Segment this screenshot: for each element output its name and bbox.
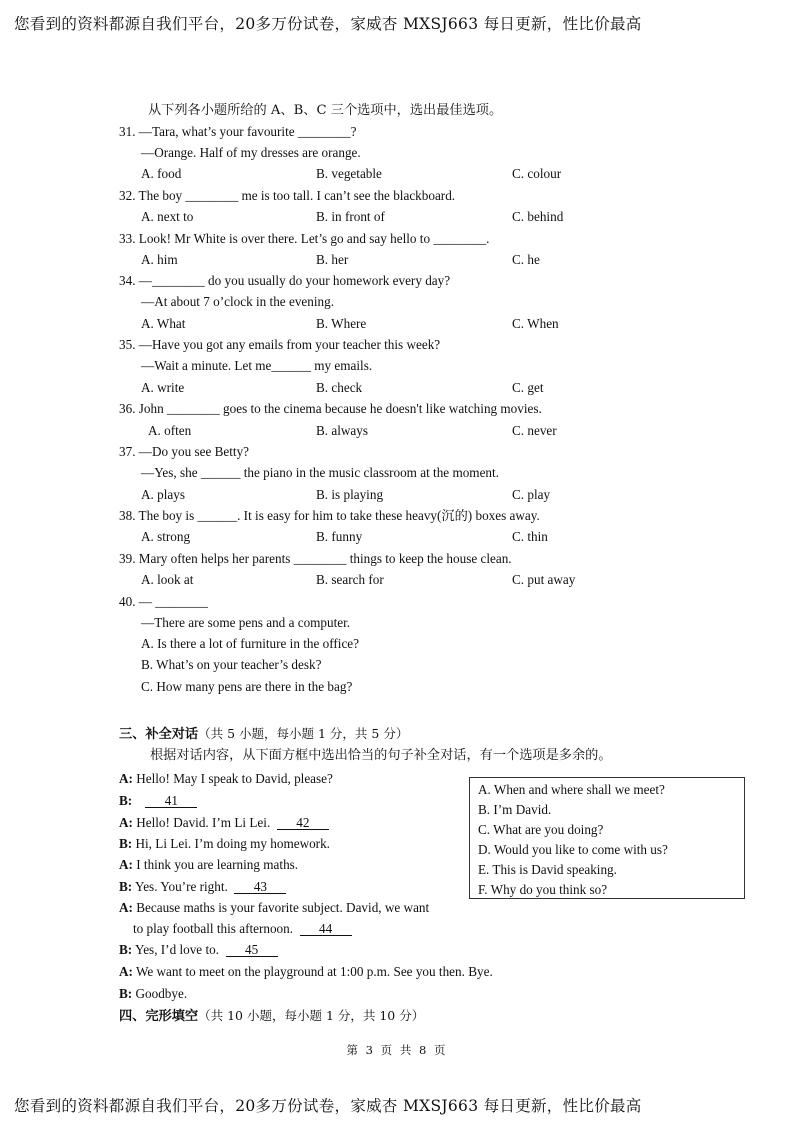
q37-option-b: B. is playing	[316, 487, 384, 502]
box-option-a: A. When and where shall we meet?	[478, 782, 665, 797]
q40-option-a: A. Is there a lot of furniture in the office?	[141, 636, 359, 651]
q35-option-c: C. get	[512, 380, 544, 395]
q33-option-a: A. him	[141, 252, 178, 267]
q39-option-a: A. look at	[141, 572, 194, 587]
q40-option-c: C. How many pens are there in the bag?	[141, 679, 353, 694]
q36-option-c: C. never	[512, 423, 557, 438]
blank-45: 45	[226, 943, 278, 957]
dialogue-line: A: We want to meet on the playground at 1:00 p.m. See you then. Bye.	[119, 964, 493, 979]
question-31-answer-line: —Orange. Half of my dresses are orange.	[141, 145, 361, 160]
q33-option-b: B. her	[316, 252, 349, 267]
question-40: 40. — ________	[119, 594, 209, 609]
question-35: 35. —Have you got any emails from your teacher this week?	[119, 337, 441, 352]
q31-option-a: A. food	[141, 166, 182, 181]
dialogue-line: B: Goodbye.	[119, 986, 188, 1001]
section4-heading: 四、完形填空（共 10 小题，每小题 1 分，共 10 分）	[119, 1008, 425, 1024]
q39-option-b: B. search for	[316, 572, 384, 587]
header-banner: 您看到的资料都源自我们平台，20多万份试卷，家威杏 MXSJ663 每日更新，性比价最高	[14, 15, 642, 33]
q39-option-c: C. put away	[512, 572, 576, 587]
footer-banner: 您看到的资料都源自我们平台，20多万份试卷，家威杏 MXSJ663 每日更新，性比价最高	[14, 1097, 642, 1115]
q31-option-c: C. colour	[512, 166, 562, 181]
q36-option-a: A. often	[148, 423, 192, 438]
blank-41: 41	[145, 794, 197, 808]
question-38: 38. The boy is ______. It is easy for him to take these heavy(沉的) boxes away.	[119, 508, 540, 523]
question-33: 33. Look! Mr White is over there. Let’s go and say hello to ________.	[119, 231, 490, 246]
box-option-c: C. What are you doing?	[478, 822, 604, 837]
q38-option-a: A. strong	[141, 529, 191, 544]
dialogue-line: to play football this afternoon. 44	[133, 921, 352, 937]
question-40-answer-line: —There are some pens and a computer.	[141, 615, 351, 630]
dialogue-line: A: Hello! David. I’m Li Lei. 42	[119, 815, 329, 831]
blank-43: 43	[234, 880, 286, 894]
section2-instruction: 从下列各小题所给的 A、B、C 三个选项中，选出最佳选项。	[148, 103, 503, 118]
question-37: 37. —Do you see Betty?	[119, 444, 250, 459]
box-option-e: E. This is David speaking.	[478, 862, 617, 877]
q36-option-b: B. always	[316, 423, 369, 438]
q34-option-b: B. Where	[316, 316, 367, 331]
dialogue-line: A: Hello! May I speak to David, please?	[119, 771, 333, 786]
dialogue-line: A: I think you are learning maths.	[119, 857, 299, 872]
section3-instruction: 根据对话内容，从下面方框中选出恰当的句子补全对话，有一个选项是多余的。	[150, 748, 612, 763]
q34-option-a: A. What	[141, 316, 186, 331]
q31-option-b: B. vegetable	[316, 166, 382, 181]
page-number: 第 3 页 共 8 页	[346, 1043, 448, 1057]
q37-option-a: A. plays	[141, 487, 185, 502]
q38-option-c: C. thin	[512, 529, 548, 544]
question-39: 39. Mary often helps her parents ________ things to keep the house clean.	[119, 551, 512, 566]
dialogue-line: A: Because maths is your favorite subject. David, we want	[119, 900, 430, 915]
section3-heading: 三、补全对话（共 5 小题，每小题 1 分，共 5 分）	[119, 726, 409, 742]
question-37-answer-line: —Yes, she ______ the piano in the music classroom at the moment.	[141, 465, 499, 480]
q40-option-b: B. What’s on your teacher’s desk?	[141, 657, 322, 672]
box-option-b: B. I’m David.	[478, 802, 552, 817]
q37-option-c: C. play	[512, 487, 551, 502]
q34-option-c: C. When	[512, 316, 559, 331]
q32-option-a: A. next to	[141, 209, 194, 224]
dialogue-line: B: 41	[119, 793, 197, 809]
question-35-answer-line: —Wait a minute. Let me______ my emails.	[141, 358, 373, 373]
box-option-f: F. Why do you think so?	[478, 882, 608, 897]
q38-option-b: B. funny	[316, 529, 363, 544]
q32-option-c: C. behind	[512, 209, 564, 224]
q35-option-a: A. write	[141, 380, 185, 395]
question-32: 32. The boy ________ me is too tall. I can’t see the blackboard.	[119, 188, 456, 203]
q32-option-b: B. in front of	[316, 209, 385, 224]
dialogue-line: B: Yes. You’re right. 43	[119, 879, 286, 895]
question-34: 34. —________ do you usually do your homework every day?	[119, 273, 451, 288]
question-31: 31. —Tara, what’s your favourite ________?	[119, 124, 357, 139]
q33-option-c: C. he	[512, 252, 540, 267]
question-36: 36. John ________ goes to the cinema because he doesn't like watching movies.	[119, 401, 542, 416]
blank-44: 44	[300, 922, 352, 936]
dialogue-options-box	[469, 777, 745, 899]
dialogue-line: B: Hi, Li Lei. I’m doing my homework.	[119, 836, 330, 851]
dialogue-line: B: Yes, I’d love to. 45	[119, 942, 278, 958]
box-option-d: D. Would you like to come with us?	[478, 842, 668, 857]
q35-option-b: B. check	[316, 380, 363, 395]
blank-42: 42	[277, 816, 329, 830]
question-34-answer-line: —At about 7 o’clock in the evening.	[141, 294, 335, 309]
